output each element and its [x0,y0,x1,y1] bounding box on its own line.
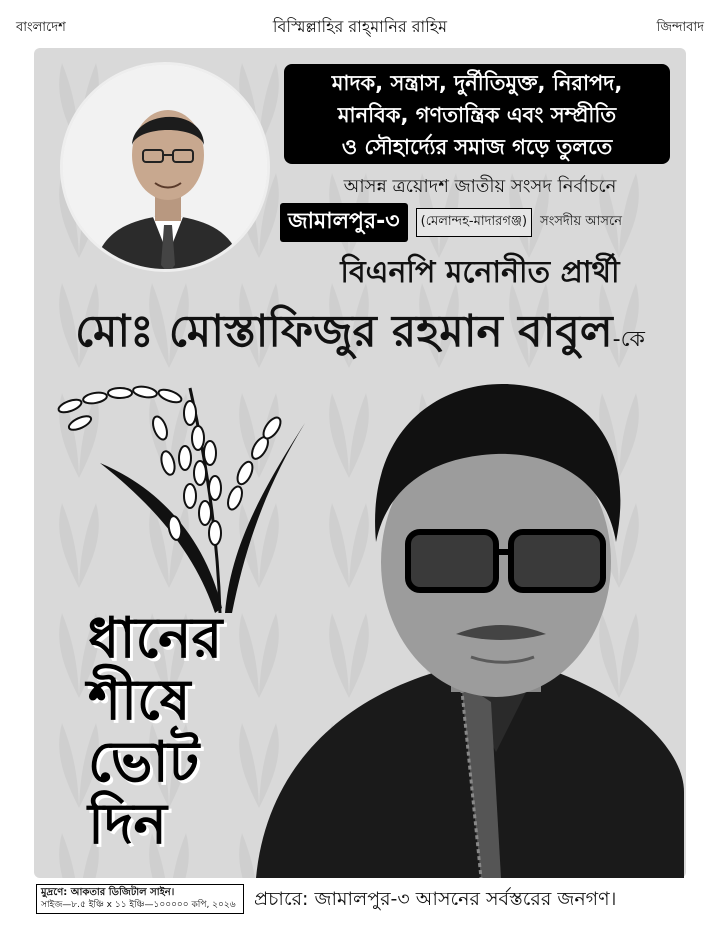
slogan-box [284,64,670,164]
candidate-name-suffix: -কে [612,327,645,352]
printer-name: মুদ্রণে: আকতার ডিজিটাল সাইন। [41,887,175,898]
seat-row [280,203,680,239]
election-line: আসন্ন ত্রয়োদশ জাতীয় সংসদ নির্বাচনে [343,176,617,197]
printer-credit [36,884,244,914]
seat-area: (মেলান্দহ-মাদারগঞ্জ) [416,208,532,237]
vote-slogan-line-1: ধানের [88,606,223,671]
vote-slogan [88,608,268,870]
slogan-line-2: মানবিক, গণতান্ত্রিক এবং সম্প্রীতি [337,103,617,127]
vote-slogan-line-2: শীষে [88,668,191,733]
slogan-line-3: ও সৌহার্দ্যের সমাজ গড়ে তুলতে [341,135,613,159]
candidate-name-line [20,298,700,371]
header-bismillah: বিস্মিল্লাহির রাহ্‌মানির রাহিম [272,17,448,36]
slogan-line-1: মাদক, সন্ত্রাস, দুর্নীতিমুক্ত, নিরাপদ, [331,71,623,95]
printer-detail: সাইজ—৮.৫ ইঞ্চি x ১১ ইঞ্চি—১০০০০০ কপি, ২০২৬ [41,900,236,910]
promotion-credit: প্রচারে: জামালপুর-৩ আসনের সর্বস্তরের জনগণ। [254,888,617,910]
header-bar [0,0,720,50]
party-line: বিএনপি মনোনীত প্রার্থী [340,255,620,290]
vote-slogan-line-4: দিন [88,792,167,857]
header-right-text: জিন্দাবাদ [656,20,704,35]
seat-name: জামালপুর-৩ [280,203,408,242]
leader-portrait [60,62,270,272]
candidate-portrait [256,372,684,878]
vote-slogan-line-3: ভোট [88,730,200,795]
candidate-name: মোঃ মোস্তাফিজুর রহমান বাবুল [75,306,613,357]
seat-tail: সংসদীয় আসনে [540,214,622,229]
header-left-text: বাংলাদেশ [16,20,66,35]
